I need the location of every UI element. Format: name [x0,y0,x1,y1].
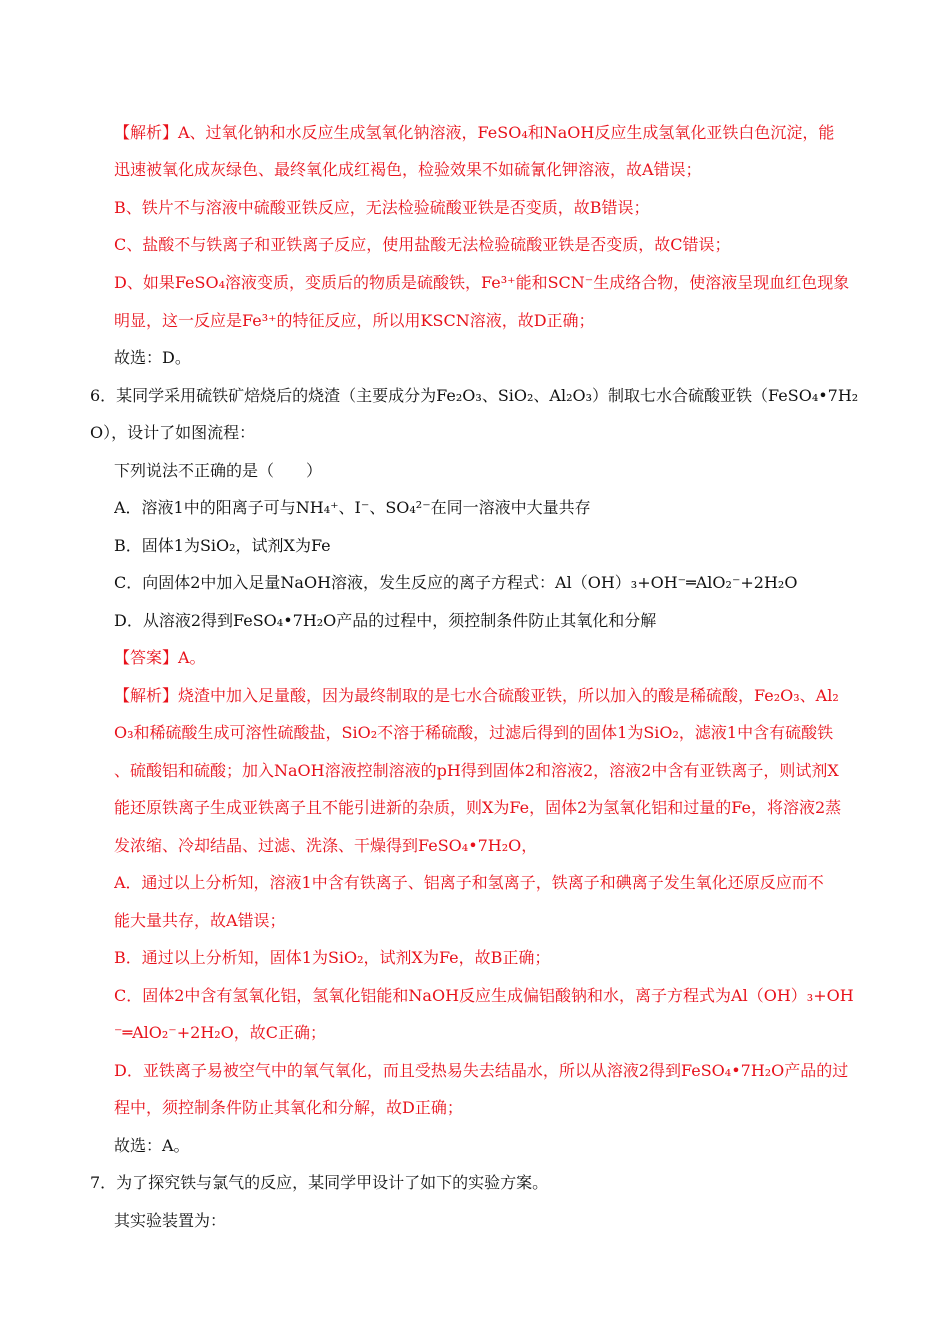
text-line: 发浓缩、冷却结晶、过滤、洗涤、干燥得到FeSO₄•7H₂O， [114,836,538,855]
text-line: 7．为了探究铁与氯气的反应，某同学甲设计了如下的实验方案。 [90,1173,549,1192]
text-line: C．固体2中含有氢氧化铝，氢氧化铝能和NaOH反应生成偏铝酸钠和水，离子方程式为Al（OH）₃+OH [114,986,854,1005]
text-line: C、盐酸不与铁离子和亚铁离子反应，使用盐酸无法检验硫酸亚铁是否变质，故C错误； [114,235,731,254]
text-line: O），设计了如图流程： [90,423,256,442]
text-line: D、如果FeSO₄溶液变质，变质后的物质是硫酸铁，Fe³⁺能和SCN⁻生成络合物，使溶液呈现血红色现象 [114,273,850,292]
text-line: 【解析】A、过氧化钠和水反应生成氢氧化钠溶液，FeSO₄和NaOH反应生成氢氧化亚铁白色沉淀，能 [114,123,835,142]
text-line: A．通过以上分析知，溶液1中含有铁离子、铝离子和氢离子，铁离子和碘离子发生氧化还原反应而不 [114,873,824,892]
text-line: 【答案】A。 [114,648,206,667]
text-line: 6．某同学采用硫铁矿焙烧后的烧渣（主要成分为Fe₂O₃、SiO₂、Al₂O₃）制取七水合硫酸亚铁（FeSO₄•7H₂ [90,386,859,405]
text-line: 程中，须控制条件防止其氧化和分解，故D正确； [114,1098,463,1117]
text-line: 明显，这一反应是Fe³⁺的特征反应，所以用KSCN溶液，故D正确； [114,311,595,330]
text-line: 能还原铁离子生成亚铁离子且不能引进新的杂质，则X为Fe，固体2为氢氧化铝和过量的Fe，将溶液2蒸 [114,798,842,817]
text-line: 故选：D。 [114,348,191,367]
text-line: 能大量共存，故A错误； [114,911,286,930]
text-line: D．亚铁离子易被空气中的氧气氧化，而且受热易失去结晶水，所以从溶液2得到FeSO₄•7H₂O产品的过 [114,1061,849,1080]
text-line: D．从溶液2得到FeSO₄•7H₂O产品的过程中，须控制条件防止其氧化和分解 [114,611,657,630]
text-line: C．向固体2中加入足量NaOH溶液，发生反应的离子方程式：Al（OH）₃+OH⁻═AlO₂⁻+2H₂O [114,573,798,592]
text-line: ⁻═AlO₂⁻+2H₂O，故C正确； [114,1023,327,1042]
text-line: 、硫酸铝和硫酸；加入NaOH溶液控制溶液的pH得到固体2和溶液2，溶液2中含有亚铁离子，则试剂X [114,761,839,780]
text-line: 故选：A。 [114,1136,190,1155]
text-line: B．固体1为SiO₂，试剂X为Fe [114,536,331,555]
text-line: B、铁片不与溶液中硫酸亚铁反应，无法检验硫酸亚铁是否变质，故B错误； [114,198,650,217]
text-line: 其实验装置为： [114,1211,227,1230]
text-line: A．溶液1中的阳离子可与NH₄⁺、I⁻、SO₄²⁻在同一溶液中大量共存 [114,498,591,517]
text-line: B．通过以上分析知，固体1为SiO₂，试剂X为Fe，故B正确； [114,948,551,967]
text-line: 下列说法不正确的是（ ） [114,461,323,480]
text-line: O₃和稀硫酸生成可溶性硫酸盐，SiO₂不溶于稀硫酸，过滤后得到的固体1为SiO₂，滤液1中含有硫酸铁 [114,723,834,742]
text-line: 迅速被氧化成灰绿色、最终氧化成红褐色，检验效果不如硫氰化钾溶液，故A错误； [114,160,702,179]
text-line: 【解析】烧渣中加入足量酸，因为最终制取的是七水合硫酸亚铁，所以加入的酸是稀硫酸，Fe₂O₃、Al₂ [114,686,839,705]
